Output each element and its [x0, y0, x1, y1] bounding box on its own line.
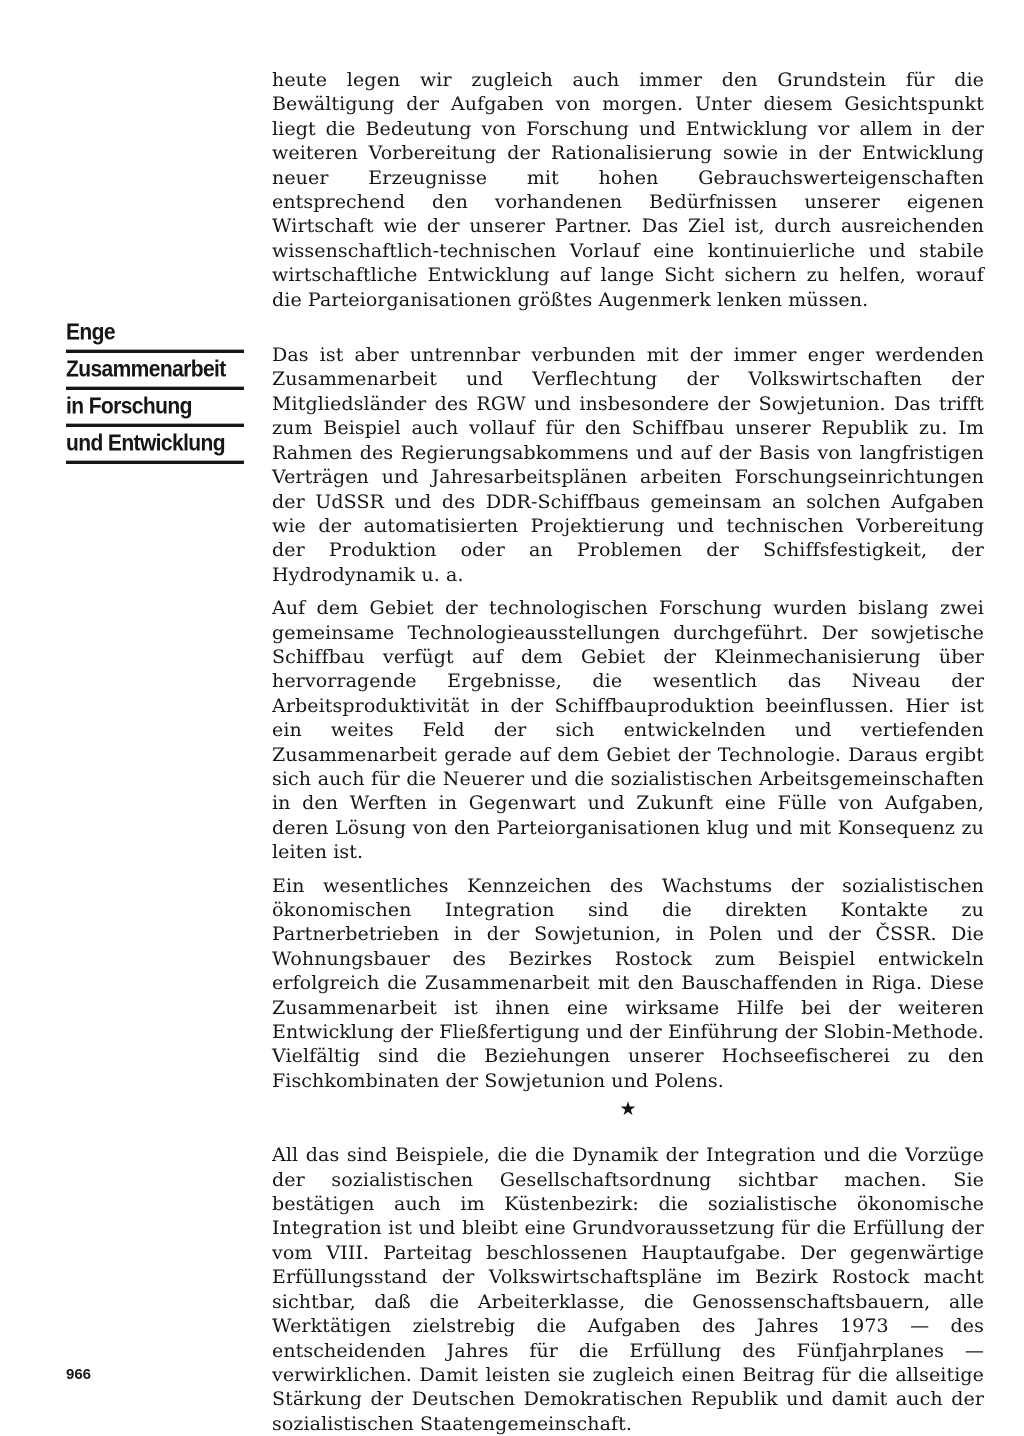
- page-number: 966: [66, 1366, 92, 1383]
- body-text-column: [272, 68, 984, 1436]
- paragraph-3: Auf dem Gebiet der technologischen Forschung wurden bislang zwei gemeinsame Technologieausstellungen durchgeführt. Der sowjetische Schiffbau verfügt auf dem Gebiet der Kleinmechanisierung über hervorragende Ergebnisse, die wesentlich das Niveau der Arbeitsproduktivität in der Schiffbauproduktion beeinflussen. Hier ist ein weites Feld der sich entwickelnden und vertiefenden Zusammenarbeit gerade auf dem Gebiet der Technologie. Daraus ergibt sich auch für die Neuerer und die sozialistischen Arbeitsgemeinschaften in den Werften in Gegenwart und Zukunft eine Fülle von Aufgaben, deren Lösung von den Parteiorganisationen klug und mit Konsequenz zu leiten ist.: [272, 597, 984, 864]
- paragraph-4: Ein wesentliches Kennzeichen des Wachstums der sozialistischen ökonomischen Integration sind die direkten Kontakte zu Partnerbetrieben in der Sowjetunion, in Polen und der ČSSR. Die Wohnungsbauer des Bezirkes Rostock zum Beispiel entwickeln erfolgreich die Zusammenarbeit mit den Bauschaffenden in Riga. Diese Zusammenarbeit ist ihnen eine wirksame Hilfe bei der weiteren Entwicklung der Fließfertigung und der Einführung der Slobin-Methode. Vielfältig sind die Beziehungen unserer Hochseefischerei zu den Fischkombinaten der Sowjetunion und Polens.: [272, 874, 984, 1092]
- sidebar-heading-line-3: in Forschung: [66, 392, 244, 427]
- sidebar-heading-line-1: Enge: [66, 318, 244, 353]
- section-divider-star: [272, 1097, 984, 1121]
- sidebar-heading-line-4: und Entwicklung: [66, 429, 244, 464]
- star-icon: ★: [619, 1098, 637, 1121]
- paragraph-2: Das ist aber untrennbar verbunden mit der immer enger werdenden Zusammenarbeit und Verflechtung der Volkswirtschaften der Mitgliedsländer des RGW und insbesondere der Sowjetunion. Das trifft zum Beispiel auch vollauf für den Schiffbau unserer Republik zu. Im Rahmen des Regierungsabkommens und auf der Basis von langfristigen Verträgen und Jahresarbeitsplänen arbeiten Forschungseinrichtungen der UdSSR und des DDR-Schiffbaus gemeinsam an solchen Aufgaben wie der automatisierten Projektierung und technischen Vorbereitung der Produktion oder an Problemen der Schiffsfestigkeit, der Hydrodynamik u. a.: [272, 344, 984, 586]
- paragraph-5: All das sind Beispiele, die die Dynamik der Integration und die Vorzüge der sozialistischen Gesellschaftsordnung sichtbar machen. Sie bestätigen auch im Küstenbezirk: die sozialistische ökonomische Integration ist und bleibt eine Grundvoraussetzung für die Erfüllung der vom VIII. Parteitag beschlossenen Hauptaufgabe. Der gegenwärtige Erfüllungsstand der Volkswirtschaftspläne im Bezirk Rostock macht sichtbar, daß die Arbeiterklasse, die Genossenschaftsbauern, alle Werktätigen zielstrebig die Aufgaben des Jahres 1973 — des entscheidenden Jahres für die Erfüllung des Fünfjahrplanes — verwirklichen. Damit leisten sie zugleich einen Beitrag für die allseitige Stärkung der Deutschen Demokratischen Republik und damit auch der sozialistischen Staatengemeinschaft.: [272, 1144, 984, 1435]
- paragraph-1: heute legen wir zugleich auch immer den Grundstein für die Bewältigung der Aufgaben von morgen. Unter diesem Gesichtspunkt liegt die Bedeutung von Forschung und Entwicklung vor allem in der weiteren Vorbereitung der Rationalisierung sowie in der Entwicklung neuer Erzeugnisse mit hohen Gebrauchswerteigenschaften entsprechend den vorhandenen Bedürfnissen unserer eigenen Wirtschaft wie der unserer Partner. Das Ziel ist, durch ausreichenden wissenschaftlich-technischen Vorlauf eine kontinuierliche und stabile wirtschaftliche Entwicklung auf lange Sicht sichern zu helfen, worauf die Parteiorganisationen größtes Augenmerk lenken müssen.: [272, 69, 984, 311]
- sidebar-heading-line-2: Zusammenarbeit: [66, 355, 244, 390]
- sidebar-heading: [66, 319, 244, 470]
